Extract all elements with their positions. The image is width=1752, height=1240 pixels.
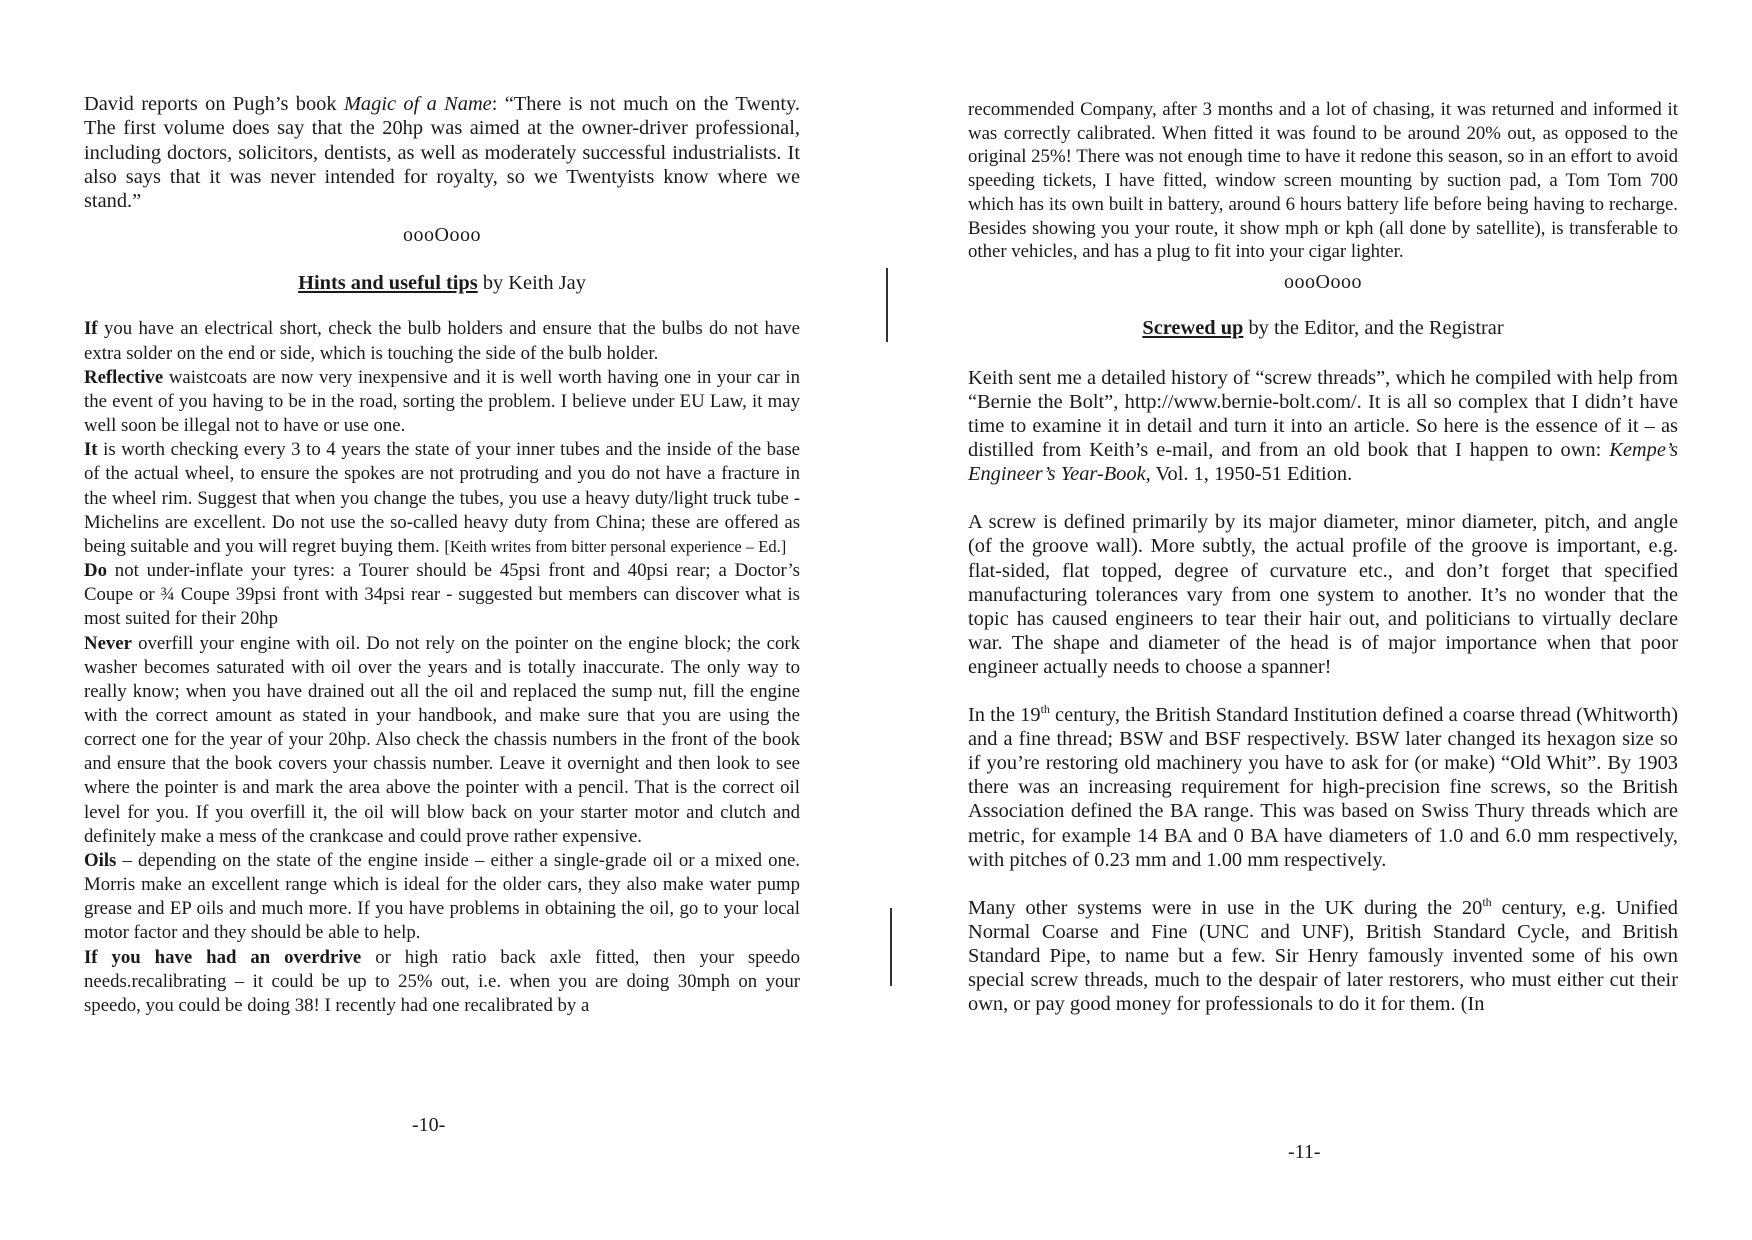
paragraph-text-end: century, the British Standard Institution defined a coarse thread (Whitworth) and a fine thread; BSW and BSF respectively. BSW later changed its hexagon size so if you’re restoring old machinery you have to ask for (or make) “Old Whit”. By 1903 there was an increasing requirement for high-precision fine screws, so the British Association defined the BA range. This was based on Swiss Thury threads which are metric, for example 14 BA and 0 BA have diameters of 1.0 and 6.0 mm respectively, with pitches of 0.23 mm and 1.00 mm respectively. bbox=[968, 704, 1678, 871]
tip-paragraph bbox=[84, 559, 800, 631]
tip-lead: If you have had an overdrive bbox=[84, 946, 362, 968]
intro-paragraph bbox=[84, 92, 800, 213]
section-heading bbox=[968, 316, 1678, 340]
tip-text: is worth checking every 3 to 4 years the state of your inner tubes and the inside of the base of the actual wheel, to ensure the spokes are not protruding and you do not have a fracture in the wheel rim. Suggest that when you change the tubes, you use a heavy duty/light truck tube - Michelins are excellent. Do not use the so-called heavy duty from China; these are offered as being suitable and you will regret buying them. bbox=[84, 439, 800, 557]
tip-lead: Do bbox=[84, 560, 107, 582]
tip-text: not under-inflate your tyres: a Tourer should be 45psi front and 40psi rear; a Doctor’s Coupe or ¾ Coupe 39psi front with 34psi rear - suggested but members can discover what is most suited for their 20hp bbox=[84, 560, 800, 630]
tip-paragraph bbox=[84, 438, 800, 559]
section-byline: by the Editor, and the Registrar bbox=[1243, 316, 1504, 339]
left-column bbox=[84, 92, 800, 1018]
paragraph-text-end: century, e.g. Unified Normal Coarse and Fine (UNC and UNF), British Standard Cycle, and British Standard Pipe, to name but a few. Sir Henry famously invented some of his own special screw threads, much to the despair of later restorers, who must either cut their own, or pay good money for professionals to do it for them. (In bbox=[968, 896, 1679, 1016]
tip-text: – depending on the state of the engine inside – either a single-grade oil or a mixed one. Morris make an excellent range which is ideal for the older cars, they also make water pump grease and EP oils and much more. If you have problems in obtaining the oil, go to your local motor factor and they should be able to help. bbox=[84, 849, 800, 944]
continuation-paragraph: recommended Company, after 3 months and a lot of chasing, it was returned and informed it was correctly calibrated. When fitted it was found to be around 20% out, as opposed to the original 25%! There was not enough time to have it redone this season, so in an effort to avoid speeding tickets, I have fitted, window screen mounting by suction pad, a Tom Tom 700 which has its own built in battery, around 6 hours battery life before being having to recharge. Besides showing you your route, it show mph or kph (all done by satellite), is transferable to other vehicles, and has a plug to fit into your cigar lighter. bbox=[968, 99, 1678, 263]
tip-text: you have an electrical short, check the bulb holders and ensure that the bulbs do not have extra solder on the end or side, which is touching the side of the bulb holder. bbox=[84, 318, 800, 364]
tip-lead: If bbox=[84, 318, 98, 340]
separator: oooOooo bbox=[1284, 270, 1362, 293]
section-byline: by Keith Jay bbox=[477, 272, 586, 295]
tip-lead: It bbox=[84, 439, 98, 461]
right-page bbox=[876, 0, 1752, 1240]
intro-text-start: David reports on Pugh’s book bbox=[84, 93, 344, 115]
paragraph-text: Many other systems were in use in the UK during the 20 bbox=[968, 896, 1483, 919]
tip-paragraph bbox=[84, 366, 800, 438]
separator: oooOooo bbox=[403, 224, 481, 247]
tip-text: waistcoats are now very inexpensive and it is well worth having one in your car in the event of you having to be in the road, sorting the problem. I believe under EU Law, it may well soon be illegal not to have or use one. bbox=[84, 366, 800, 437]
tip-paragraph bbox=[84, 946, 800, 1018]
tip-lead: Reflective bbox=[84, 366, 164, 388]
tips-list bbox=[84, 317, 800, 1018]
tip-paragraph bbox=[84, 849, 800, 946]
paragraph-text-end: , Vol. 1, 1950-51 Edition. bbox=[1145, 463, 1353, 486]
superscript: th bbox=[1040, 702, 1050, 717]
book-title: Kempe’s Engineer’s Year-Book bbox=[968, 439, 1678, 486]
right-column bbox=[968, 98, 1678, 1016]
tip-paragraph bbox=[84, 632, 800, 849]
body-paragraph bbox=[968, 896, 1678, 1016]
page-number: -10- bbox=[412, 1114, 446, 1136]
body-paragraph bbox=[968, 366, 1678, 486]
section-title: Hints and useful tips bbox=[298, 272, 478, 295]
intro-text-end: : “There is not much on the Twenty. The first volume does say that the 20hp was aimed at the owner-driver professional, including doctors, solicitors, dentists, as well as moderately successful industrialists. It also says that it was never intended for royalty, so we Twentyists know where we stand.” bbox=[84, 93, 801, 213]
tip-lead: Never bbox=[84, 632, 132, 654]
superscript: th bbox=[1482, 894, 1492, 909]
editor-note: [Keith writes from bitter personal experience – Ed.] bbox=[444, 536, 787, 556]
body-paragraph: A screw is defined primarily by its major diameter, minor diameter, pitch, and angle (of the groove wall). More subtly, the actual profile of the groove is important, e.g. flat-sided, flat topped, degree of curvature etc., and don’t forget that specified manufacturing tolerances vary from one system to another. It’s no wonder that the topic has caused engineers to tear their hair out, and politicians to virtually declare war. The shape and diameter of the head is of major importance when that poor engineer actually needs to choose a spanner! bbox=[968, 511, 1678, 678]
page-number: -11- bbox=[1288, 1141, 1321, 1163]
tip-paragraph bbox=[84, 317, 800, 365]
section-heading bbox=[84, 271, 800, 295]
body-paragraph bbox=[968, 703, 1678, 872]
tip-text: overfill your engine with oil. Do not rely on the pointer on the engine block; the cork washer becomes saturated with oil over the years and is totally inaccurate. The only way to really know; when you have drained out all the oil and replaced the sump nut, fill the engine with the correct amount as stated in your handbook, and make sure that you are using the correct one for the year of your 20hp. Also check the chassis numbers in the front of the book and ensure that the book covers your chassis number. Leave it overnight and then look to see where the pointer is and mark the area above the pointer with a pencil. That is the correct oil level for you. If you overfill it, the oil will blow back on your starter motor and clutch and definitely make a mess of the crankcase and could prove rather expensive. bbox=[84, 632, 800, 847]
section-title: Screwed up bbox=[1142, 316, 1244, 339]
paragraph-text: Keith sent me a detailed history of “screw threads”, which he compiled with help from “Bernie the Bolt”, http://www.bernie-bolt.com/. It is all so complex that I didn’t have time to examine it in detail and turn it into an article. So here is the essence of it – as distilled from Keith’s e-mail, and from an old book that I happen to own: bbox=[968, 366, 1678, 462]
tip-lead: Oils bbox=[84, 849, 117, 871]
tip-text: or high ratio back axle fitted, then your speedo needs.recalibrating – it could be up to 25% out, i.e. when you are doing 30mph on your speedo, you could be doing 38! I recently had one recalibrated by a bbox=[84, 946, 800, 1016]
book-title: Magic of a Name bbox=[343, 93, 492, 115]
paragraph-text: In the 19 bbox=[968, 704, 1041, 727]
